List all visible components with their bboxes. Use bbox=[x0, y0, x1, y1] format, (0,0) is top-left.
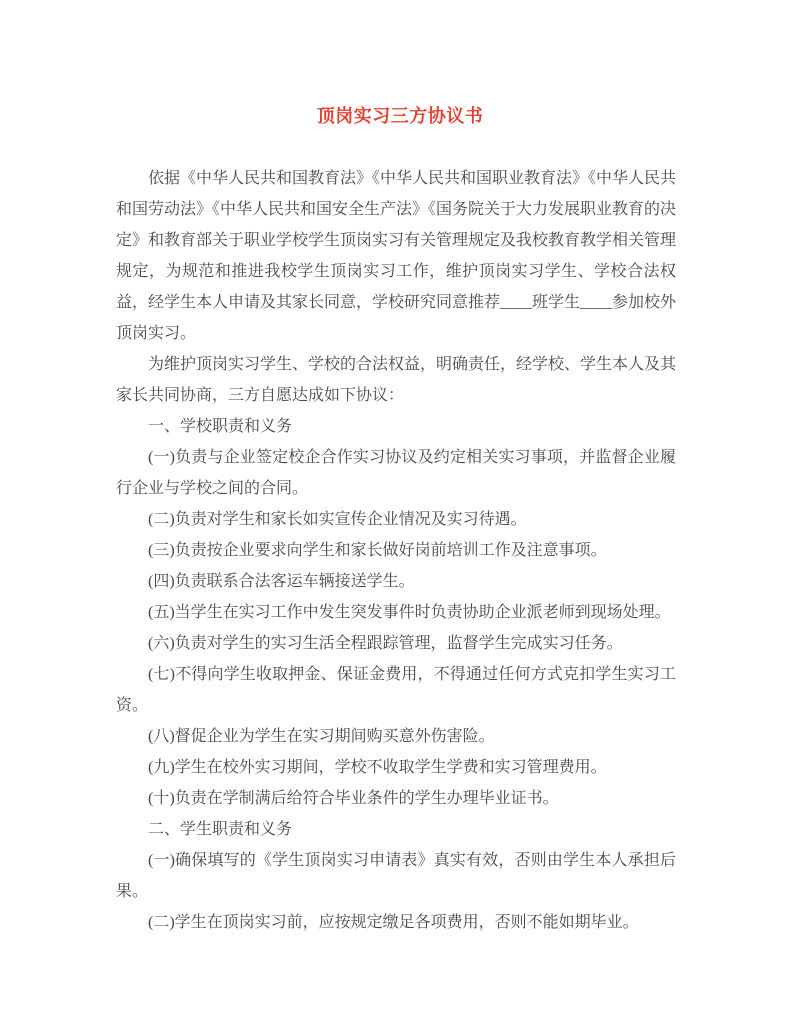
school-item-2: (二)负责对学生和家长如实宣传企业情况及实习待遇。 bbox=[148, 511, 527, 528]
section-student-heading: 二、学生职责和义务 bbox=[148, 821, 293, 838]
preamble-paragraph: 依据《中华人民共和国教育法》《中华人民共和国职业教育法》《中华人民共和国劳动法》《中华人民共和国安全生产法》《国务院关于大力发展职业教育的决定》和教育部关于职业学校学生顶岗实习有关管理规定及我校教育教学相关管理规定，为规范和推进我校学生顶岗实习工作，维护顶岗实习学生、学校合法权益，经学生本人申请及其家长同意，学校研究同意推荐____班学生____参加校外顶岗实习。 bbox=[116, 170, 677, 342]
school-item-1: (一)负责与企业签定校企合作实习协议及约定相关实习事项，并监督企业履行企业与学校之间的合同。 bbox=[116, 449, 676, 497]
school-item-8: (八)督促企业为学生在实习期间购买意外伤害险。 bbox=[148, 728, 495, 745]
school-item-6: (六)负责对学生的实习生活全程跟踪管理，监督学生完成实习任务。 bbox=[148, 635, 623, 652]
school-item-3: (三)负责按企业要求向学生和家长做好岗前培训工作及注意事项。 bbox=[148, 542, 607, 559]
document-body bbox=[116, 163, 676, 938]
student-item-2: (二)学生在顶岗实习前，应按规定缴足各项费用，否则不能如期毕业。 bbox=[148, 914, 639, 931]
purpose-paragraph: 为维护顶岗实习学生、学校的合法权益，明确责任，经学校、学生本人及其家长共同协商，三方自愿达成如下协议： bbox=[116, 356, 677, 404]
section-school-heading: 一、学校职责和义务 bbox=[148, 418, 293, 435]
school-item-10: (十)负责在学制满后给符合毕业条件的学生办理毕业证书。 bbox=[148, 790, 559, 807]
school-item-5: (五)当学生在实习工作中发生突发事件时负责协助企业派老师到现场处理。 bbox=[148, 604, 671, 621]
school-item-9: (九)学生在校外实习期间，学校不收取学生学费和实习管理费用。 bbox=[148, 759, 607, 776]
school-item-4: (四)负责联系合法客运车辆接送学生。 bbox=[148, 573, 415, 590]
school-item-7: (七)不得向学生收取押金、保证金费用，不得通过任何方式克扣学生实习工资。 bbox=[116, 666, 676, 714]
student-item-1: (一)确保填写的《学生顶岗实习申请表》真实有效，否则由学生本人承担后果。 bbox=[116, 852, 676, 900]
page-title: 顶岗实习三方协议书 bbox=[316, 106, 484, 126]
